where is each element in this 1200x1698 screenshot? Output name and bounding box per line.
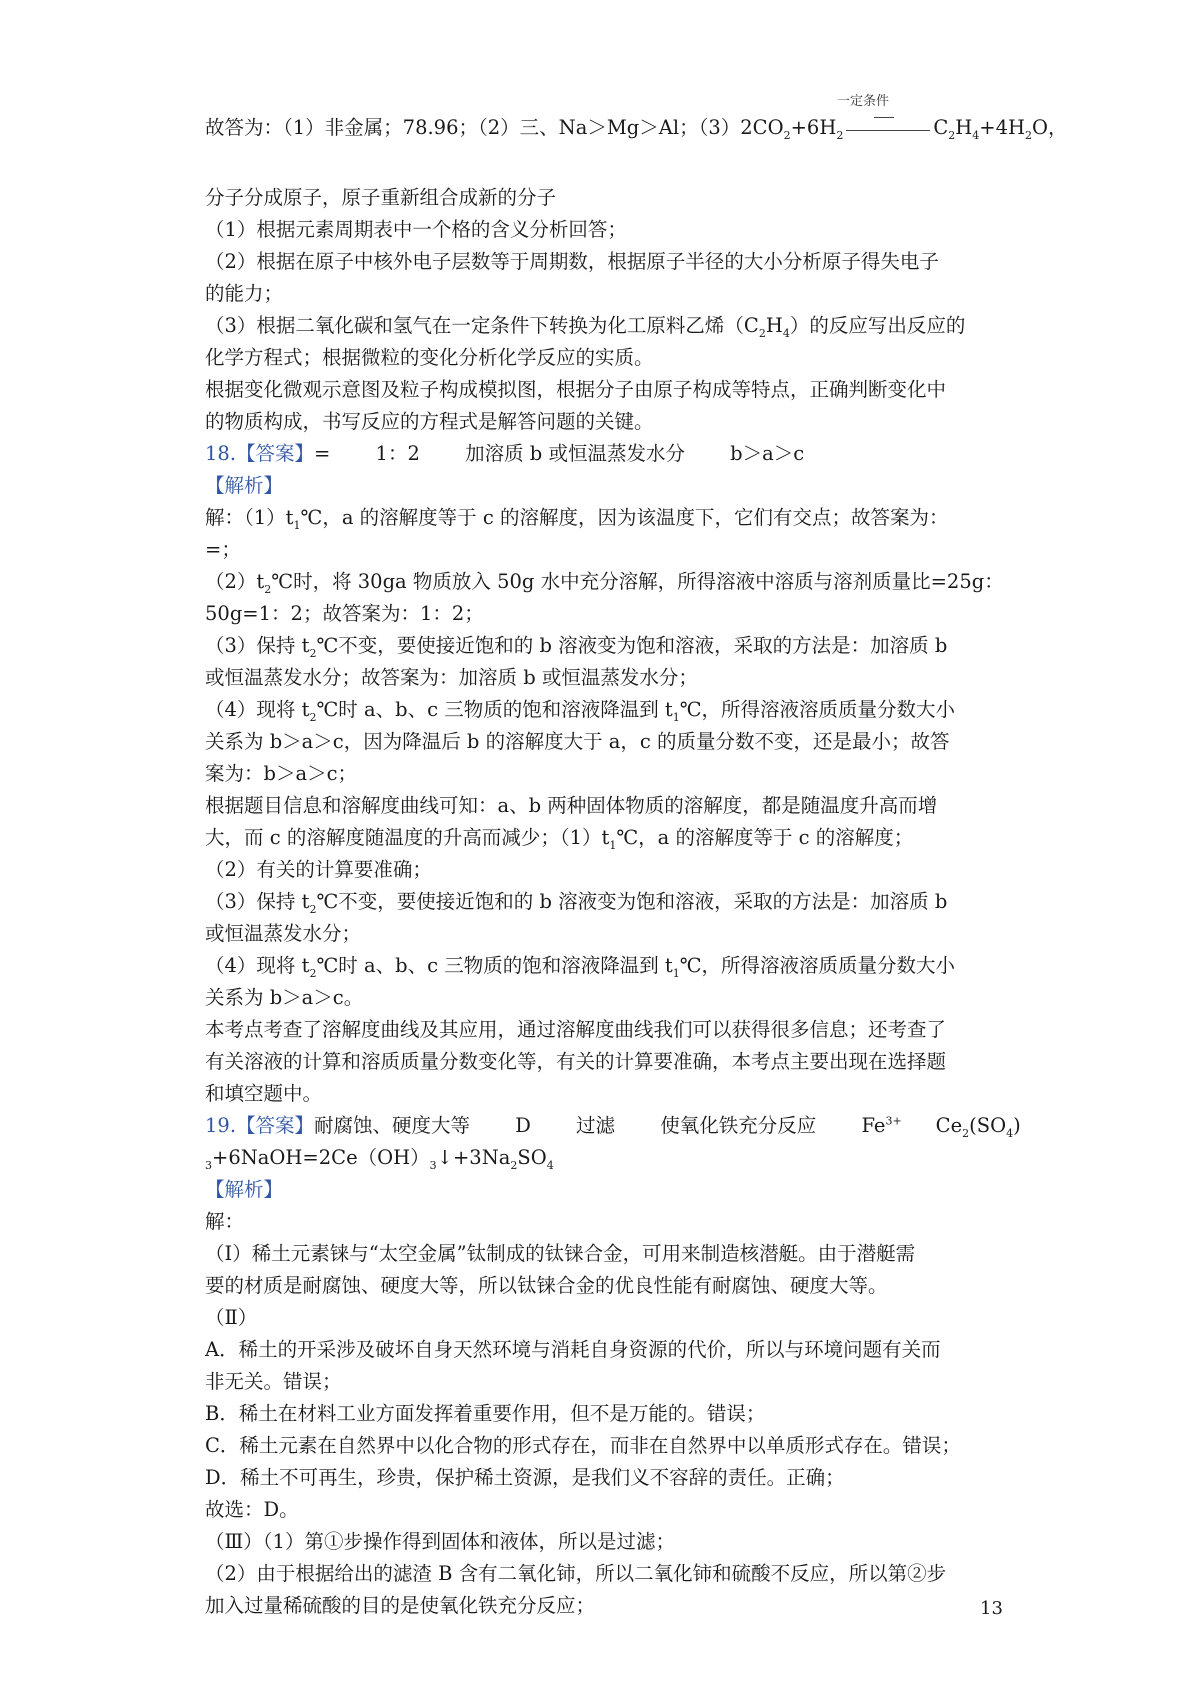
text-line: 解：$(1)t_1℃$，a 的溶解度等于 c 的溶解度，因为该温度下，它们有交点；故答案为： [205,506,949,532]
text-line: 分子分成原子，原子重新组合成新的分子 [205,186,557,209]
text-line: 有关溶液的计算和溶质质量分数变化等，有关的计算要准确，本考点主要出现在选择题 [205,1050,947,1073]
text-line: 关系为 b＞a＞c。 [205,986,364,1009]
text-line: 的物质构成，书写反应的方程式是解答问题的关键。 [205,410,654,433]
text-line: （3）保持 $t_2℃$不变，要使接近饱和的 b 溶液变为饱和溶液，采取的方法是：加溶质 b [205,890,948,916]
text-line: 的能力； [205,282,284,305]
text-line: （3）根据二氧化碳和氢气在一定条件下转换为化工原料乙烯$(C_2H_4)$的反应写出反应的 [205,314,966,340]
text-line: 50g=1：2；故答案为：1：2； [205,602,484,625]
page-number: 13 [980,1598,1003,1619]
analysis-heading: 【解析】 [205,474,284,497]
text-line: $_3+6NaOH=2Ce(OH)_3↓+3Na_2SO_4$ [205,1146,554,1172]
answer-18-heading: 18.【答案】= 1：2 加溶质 b 或恒温蒸发水分 b＞a＞c [205,442,805,465]
text-line: 根据变化微观示意图及粒子构成模拟图，根据分子由原子构成等特点，正确判断变化中 [205,378,947,401]
text-line: D．稀土不可再生，珍贵，保护稀土资源，是我们义不容辞的责任。正确； [205,1466,845,1489]
text-line: A．稀土的开采涉及破坏自身天然环境与消耗自身资源的代价，所以与环境问题有关而 [205,1338,941,1361]
text-line: （2）由于根据给出的滤渣 B 含有二氧化铈，所以二氧化铈和硫酸不反应，所以第②步 [205,1562,947,1585]
text-line: =； [205,538,241,561]
answer-19-heading: 19.【答案】耐腐蚀、硬度大等 D 过滤 使氧化铁充分反应 $Fe^{3+}$ $Ce_2(SO_4)$ [205,1114,1021,1140]
text-line: （1）根据元素周期表中一个格的含义分析回答； [205,218,627,241]
answer-17-summary: 故答为：（1）非金属；78.96；（2）三、Na＞Mg＞Al；$(3)2CO_2+6H_2$ $C_2H_4+4H_2O$， 一定条件 [205,94,1068,142]
text-line: （Ⅰ）稀土元素铼与“太空金属”钛制成的钛铼合金，可用来制造核潜艇。由于潜艇需 [205,1242,916,1265]
text-line: C．稀土元素在自然界中以化合物的形式存在，而非在自然界中以单质形式存在。错误； [205,1434,961,1457]
text-line: （4）现将 $t_2℃$时 a、b、c 三物质的饱和溶液降温到 $t_1℃$，所得溶液溶质质量分数大小 [205,698,956,724]
text-line: 非无关。错误； [205,1370,342,1393]
text-line: 要的材质是耐腐蚀、硬度大等，所以钛铼合金的优良性能有耐腐蚀、硬度大等。 [205,1274,888,1297]
reaction-condition-line [846,129,930,131]
document-body [205,94,1068,1622]
text-line: 故选：D。 [205,1498,299,1521]
text-line: 解： [205,1210,245,1233]
text-line: 案为：b＞a＞c； [205,762,358,785]
text-line: （2）根据在原子中核外电子层数等于周期数，根据原子半径的大小分析原子得失电子 [205,250,939,273]
text-line: 或恒温蒸发水分；故答案为：加溶质 b 或恒温蒸发水分； [205,666,698,689]
text-line: 或恒温蒸发水分； [205,922,362,945]
text-line: （Ⅱ） [205,1306,258,1329]
text-line: （4）现将 $t_2℃$时 a、b、c 三物质的饱和溶液降温到 $t_1℃$，所得溶液溶质质量分数大小 [205,954,956,980]
text-line: 根据题目信息和溶解度曲线可知：a、b 两种固体物质的溶解度，都是随温度升高而增 [205,794,938,817]
text-line: 本考点考查了溶解度曲线及其应用，通过溶解度曲线我们可以获得很多信息；还考查了 [205,1018,947,1041]
text-line: 加入过量稀硫酸的目的是使氧化铁充分反应； [205,1594,596,1617]
text-line: $(2)t_2℃$时，将 30ga 物质放入 50g 水中充分溶解，所得溶液中溶质与溶剂质量比=25g： [205,570,1004,596]
text-line: （3）保持 $t_2℃$不变，要使接近饱和的 b 溶液变为饱和溶液，采取的方法是：加溶质 b [205,634,948,660]
analysis-heading: 【解析】 [205,1178,284,1201]
reaction-condition: 一定条件 [837,94,890,109]
text-line: 关系为 b＞a＞c，因为降温后 b 的溶解度大于 a，c 的质量分数不变，还是最小；故答 [205,730,950,753]
text-line: （Ⅲ）（1）第①步操作得到固体和液体，所以是过滤； [205,1530,675,1553]
text-line: 化学方程式；根据微粒的变化分析化学反应的实质。 [205,346,654,369]
text-line: （2）有关的计算要准确； [205,858,432,881]
text-line: B．稀土在材料工业方面发挥着重要作用，但不是万能的。错误； [205,1402,766,1425]
text-line: 和填空题中。 [205,1082,323,1105]
text-line: 大，而 c 的溶解度随温度的升高而减少；$(1)t_1℃$，a 的溶解度等于 c 的溶解度； [205,826,914,852]
